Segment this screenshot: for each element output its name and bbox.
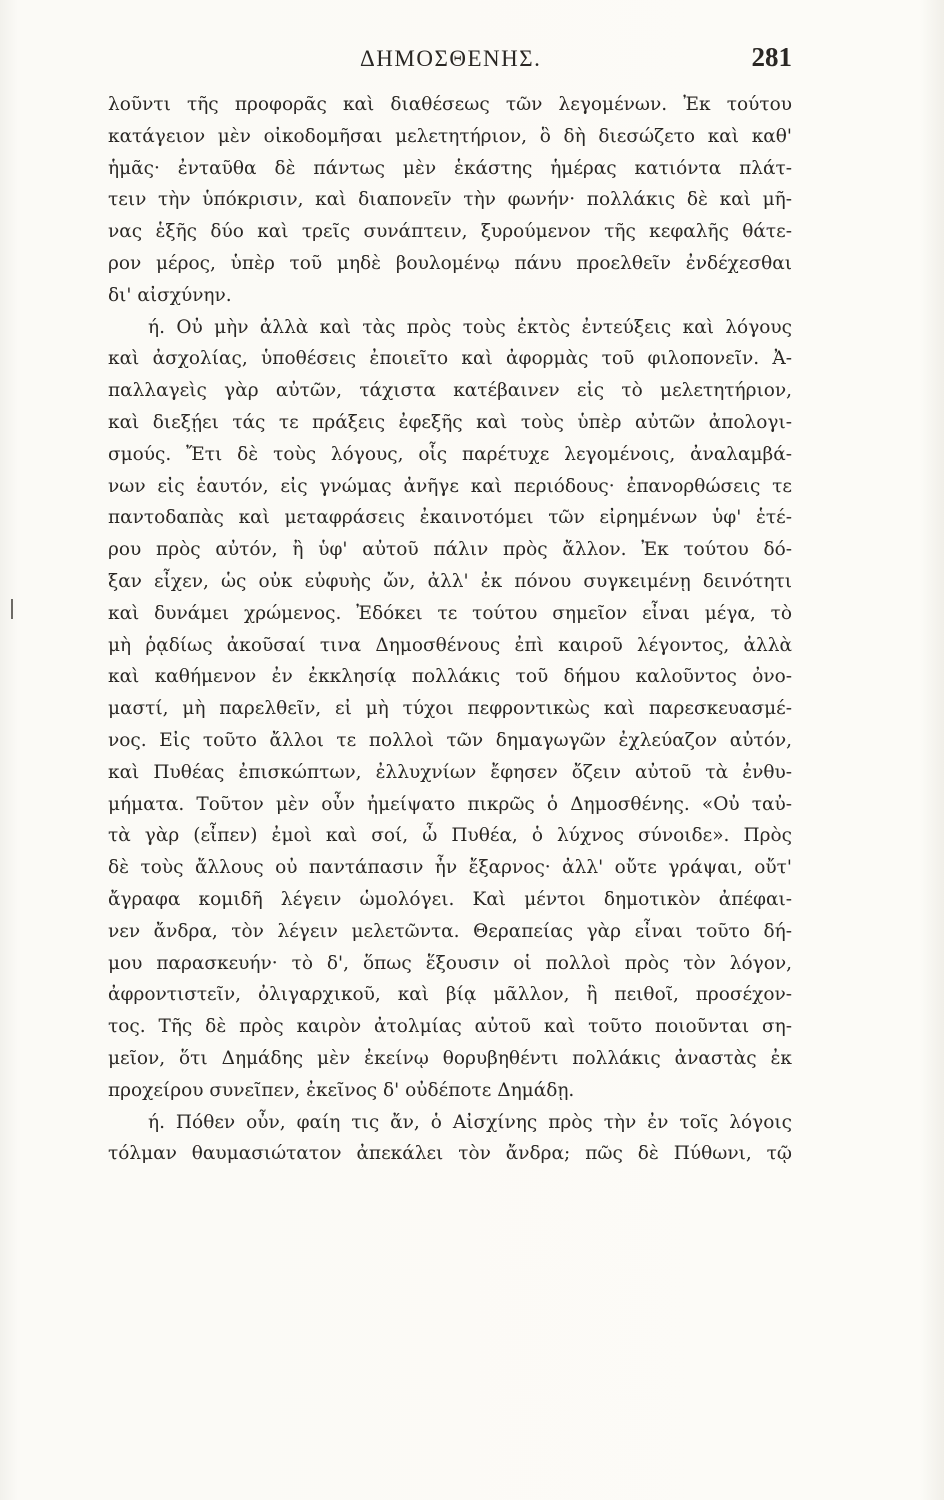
text-line: μαστί, μὴ παρελθεῖν, εἰ μὴ τύχοι πεφροντικὼς καὶ παρεσκευασμέ- — [108, 698, 792, 720]
text-line: παντοδαπὰς καὶ μεταφράσεις ἐκαινοτόμει τῶν εἰρημένων ὑφ' ἑτέ- — [108, 507, 792, 529]
text-line: τειν τὴν ὑπόκρισιν, καὶ διαπονεῖν τὴν φωνήν· πολλάκις δὲ καὶ μῆ- — [108, 189, 792, 211]
text-line: ή. Πόθεν οὖν, φαίη τις ἄν, ὁ Αἰσχίνης πρὸς τὴν ἐν τοῖς λόγοις — [148, 1111, 792, 1133]
text-line: ρον μέρος, ὑπὲρ τοῦ μηδὲ βουλομένῳ πάνυ προελθεῖν ἐνδέχεσθαι — [108, 252, 792, 274]
text-line: τος. Τῆς δὲ πρὸς καιρὸν ἀτολμίας αὐτοῦ καὶ τοῦτο ποιοῦνται ση- — [108, 1016, 792, 1038]
text-line: καὶ δυνάμει χρώμενος. Ἐδόκει τε τούτου σημεῖον εἶναι μέγα, τὸ — [108, 602, 792, 624]
running-head — [0, 42, 944, 82]
text-line: νος. Εἰς τοῦτο ἄλλοι τε πολλοὶ τῶν δημαγωγῶν ἐχλεύαζον αὐτόν, — [108, 729, 792, 751]
text-line: ἡμᾶς· ἐνταῦθα δὲ πάντως μὲν ἑκάστης ἡμέρας κατιόντα πλάτ- — [108, 157, 792, 179]
text-line: τὰ γὰρ (εἶπεν) ἐμοὶ καὶ σοί, ὦ Πυθέα, ὁ λύχνος σύνοιδε». Πρὸς — [108, 825, 792, 847]
body-text — [108, 89, 792, 1170]
text-line: καὶ Πυθέας ἐπισκώπτων, ἐλλυχνίων ἔφησεν ὄζειν αὐτοῦ τὰ ἐνθυ- — [108, 761, 792, 783]
text-line: τόλμαν θαυμασιώτατον ἀπεκάλει τὸν ἄνδρα; πῶς δὲ Πύθωνι, τῷ — [108, 1143, 792, 1165]
text-line: νων εἰς ἑαυτόν, εἰς γνώμας ἀνῆγε καὶ περιόδους· ἐπανορθώσεις τε — [108, 475, 792, 497]
text-line: κατάγειον μὲν οἰκοδομῆσαι μελετητήριον, ὃ δὴ διεσώζετο καὶ καθ' — [108, 125, 792, 147]
running-title: ΔΗΜΟΣΘΕΝΗΣ. — [360, 46, 542, 71]
text-line: μὴ ῥᾳδίως ἀκοῦσαί τινα Δημοσθένους ἐπὶ καιροῦ λέγοντος, ἀλλὰ — [108, 634, 792, 656]
text-line: μήματα. Τοῦτον μὲν οὖν ἠμείψατο πικρῶς ὁ Δημοσθένης. «Οὐ ταὐ- — [108, 793, 792, 815]
text-line: μου παρασκευήν· τὸ δ', ὅπως ἕξουσιν οἱ πολλοὶ πρὸς τὸν λόγον, — [108, 952, 792, 974]
text-line: μεῖον, ὅτι Δημάδης μὲν ἐκείνῳ θορυβηθέντι πολλάκις ἀναστὰς ἐκ — [108, 1047, 792, 1069]
text-line: ἀφροντιστεῖν, ὀλιγαρχικοῦ, καὶ βίᾳ μᾶλλον, ἢ πειθοῖ, προσέχον- — [108, 984, 792, 1006]
text-line: δὲ τοὺς ἄλλους οὐ παντάπασιν ἦν ἔξαρνος· ἀλλ' οὔτε γράψαι, οὔτ' — [108, 857, 792, 879]
text-line: ρου πρὸς αὐτόν, ἢ ὑφ' αὐτοῦ πάλιν πρὸς ἄλλον. Ἐκ τούτου δό- — [108, 539, 792, 561]
text-line: καὶ διεξῄει τάς τε πράξεις ἐφεξῆς καὶ τοὺς ὑπὲρ αὐτῶν ἀπολογι- — [108, 411, 792, 433]
text-line: λοῦντι τῆς προφορᾶς καὶ διαθέσεως τῶν λεγομένων. Ἐκ τούτου — [108, 94, 792, 115]
text-line: προχείρου συνεῖπεν, ἐκεῖνος δ' οὐδέποτε Δημάδῃ. — [108, 1079, 575, 1101]
text-line: νεν ἄνδρα, τὸν λέγειν μελετῶντα. Θεραπείας γὰρ εἶναι τοῦτο δή- — [108, 920, 792, 942]
margin-mark — [11, 599, 13, 619]
text-line: ή. Οὐ μὴν ἀλλὰ καὶ τὰς πρὸς τοὺς ἐκτὸς ἐντεύξεις καὶ λόγους — [148, 316, 792, 338]
page-number: 281 — [751, 42, 792, 72]
text-line: καὶ καθήμενον ἐν ἐκκλησίᾳ πολλάκις τοῦ δήμου καλοῦντος ὀνο- — [108, 666, 792, 688]
text-line: σμούς. Ἔτι δὲ τοὺς λόγους, οἷς παρέτυχε λεγομένοις, ἀναλαμβά- — [108, 443, 792, 465]
text-line: ἄγραφα κομιδῆ λέγειν ὡμολόγει. Καὶ μέντοι δημοτικὸν ἀπέφαι- — [108, 888, 792, 910]
text-line: καὶ ἀσχολίας, ὑποθέσεις ἐποιεῖτο καὶ ἀφορμὰς τοῦ φιλοπονεῖν. Ἀ- — [108, 348, 792, 370]
text-line: νας ἑξῆς δύο καὶ τρεῖς συνάπτειν, ξυρούμενον τῆς κεφαλῆς θάτε- — [108, 221, 792, 243]
text-line: παλλαγεὶς γὰρ αὐτῶν, τάχιστα κατέβαινεν εἰς τὸ μελετητήριον, — [108, 380, 792, 402]
text-line: ξαν εἶχεν, ὡς οὐκ εὐφυὴς ὤν, ἀλλ' ἐκ πόνου συγκειμένῃ δεινότητι — [108, 570, 792, 592]
text-line: δι' αἰσχύνην. — [108, 284, 232, 306]
